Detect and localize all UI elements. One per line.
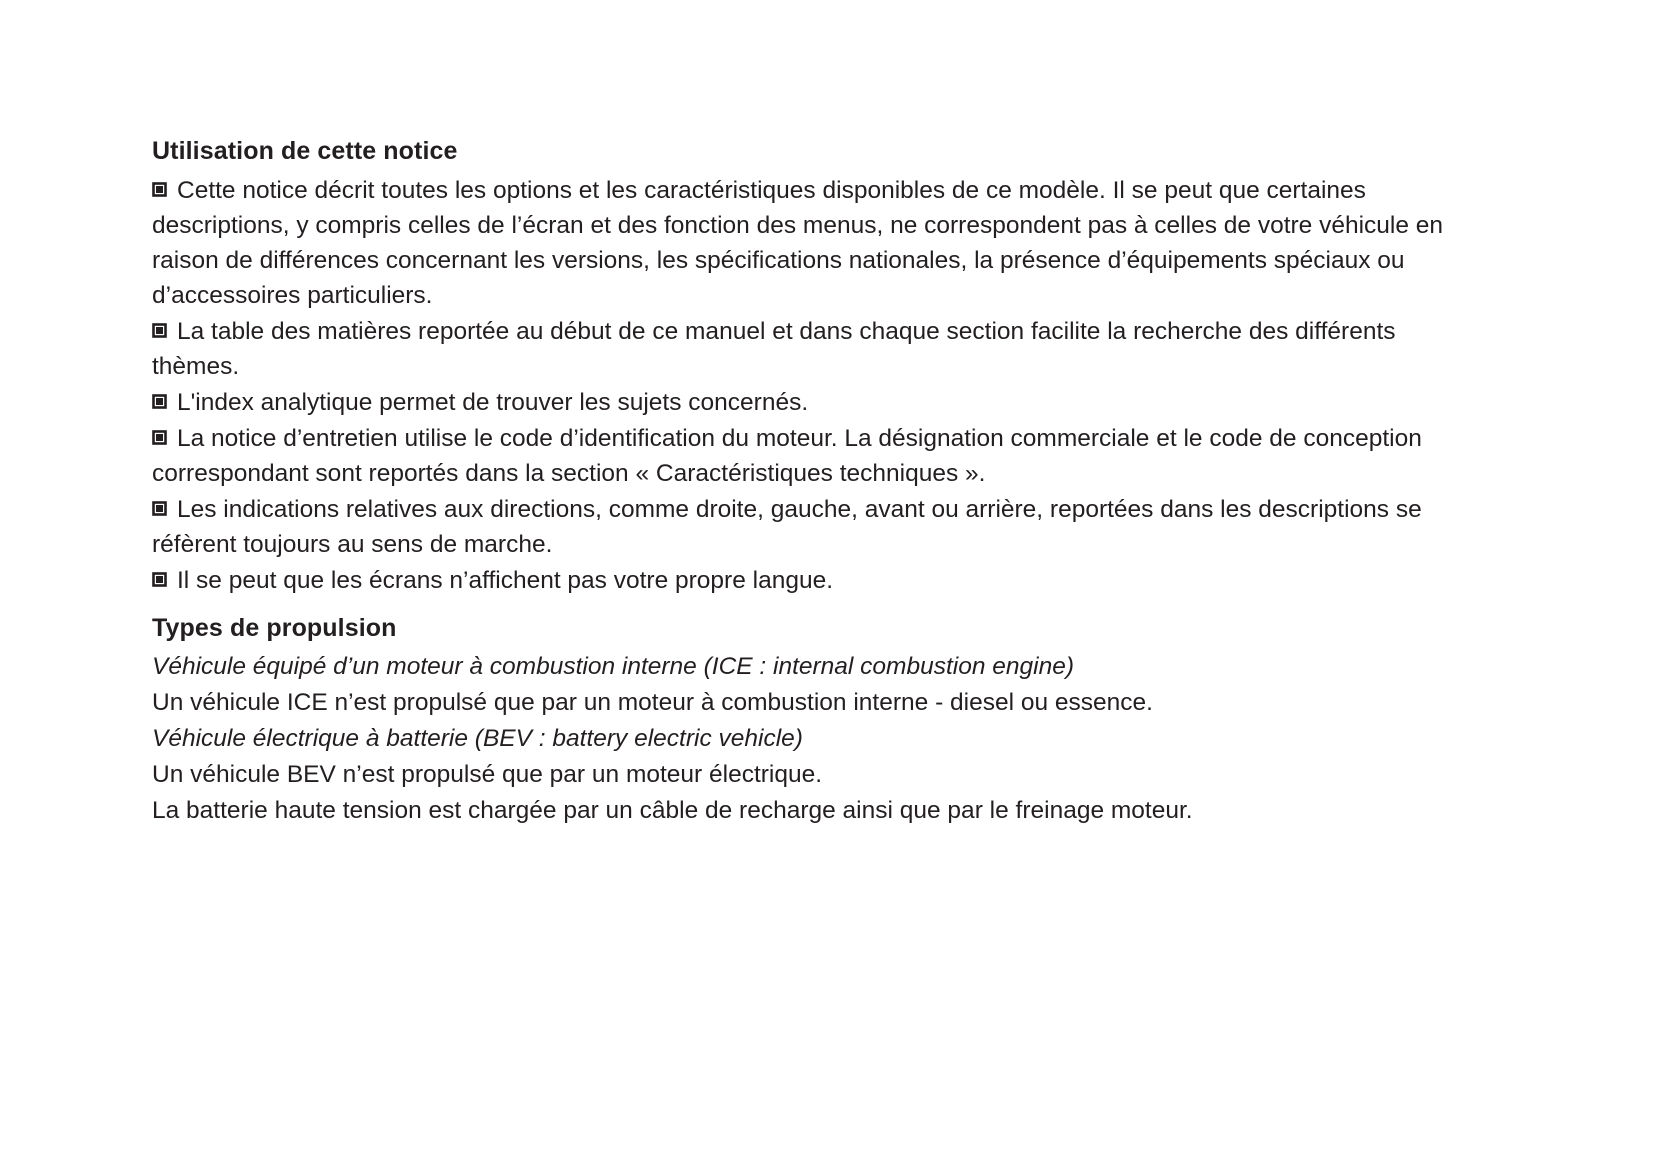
square-bullet-icon bbox=[152, 182, 169, 197]
list-item bbox=[152, 173, 1453, 313]
page-title: Utilisation de cette notice bbox=[152, 137, 458, 165]
list-item-text: La notice d’entretien utilise le code d’identification du moteur. La désignation commerciale et le code de conception correspondant sont reportés dans la section « Caractéristiques techniques ». bbox=[152, 425, 1422, 487]
list-item bbox=[152, 314, 1453, 384]
section-heading-propulsion: Types de propulsion bbox=[152, 614, 397, 642]
paragraph-ice-title: Véhicule équipé d’un moteur à combustion interne (ICE : internal combustion engine) bbox=[152, 653, 1075, 680]
paragraph-battery-charging: La batterie haute tension est chargée par un câble de recharge ainsi que par le freinage moteur. bbox=[152, 797, 1193, 824]
paragraph-bev-title: Véhicule électrique à batterie (BEV : battery electric vehicle) bbox=[152, 725, 803, 752]
list-item bbox=[152, 492, 1453, 562]
list-item-text: Il se peut que les écrans n’affichent pas votre propre langue. bbox=[177, 567, 834, 594]
list-item bbox=[152, 563, 1453, 598]
list-item-text: La table des matières reportée au début de ce manuel et dans chaque section facilite la recherche des différents thèmes. bbox=[152, 318, 1396, 380]
list-item bbox=[152, 385, 1453, 420]
square-bullet-icon bbox=[152, 572, 169, 587]
paragraph-bev-body: Un véhicule BEV n’est propulsé que par un moteur électrique. bbox=[152, 761, 823, 788]
list-item-text: L'index analytique permet de trouver les sujets concernés. bbox=[177, 389, 809, 416]
square-bullet-icon bbox=[152, 394, 169, 409]
square-bullet-icon bbox=[152, 501, 169, 516]
square-bullet-icon bbox=[152, 323, 169, 338]
list-item bbox=[152, 421, 1453, 491]
list-item-text: Cette notice décrit toutes les options et les caractéristiques disponibles de ce modèle. Il se peut que certaines descriptions, y compris celles de l’écran et des fonction des menus, ne correspondent pas à celles de votre véhicule en raison de différences concernant les versions, les spécifications nationales, la présence d’équipements spéciaux ou d’accessoires particuliers. bbox=[152, 177, 1444, 309]
square-bullet-icon bbox=[152, 430, 169, 445]
paragraph-ice-body: Un véhicule ICE n’est propulsé que par un moteur à combustion interne - diesel ou essence. bbox=[152, 689, 1153, 716]
list-item-text: Les indications relatives aux directions, comme droite, gauche, avant ou arrière, reportées dans les descriptions se réfèrent toujours au sens de marche. bbox=[152, 496, 1422, 558]
